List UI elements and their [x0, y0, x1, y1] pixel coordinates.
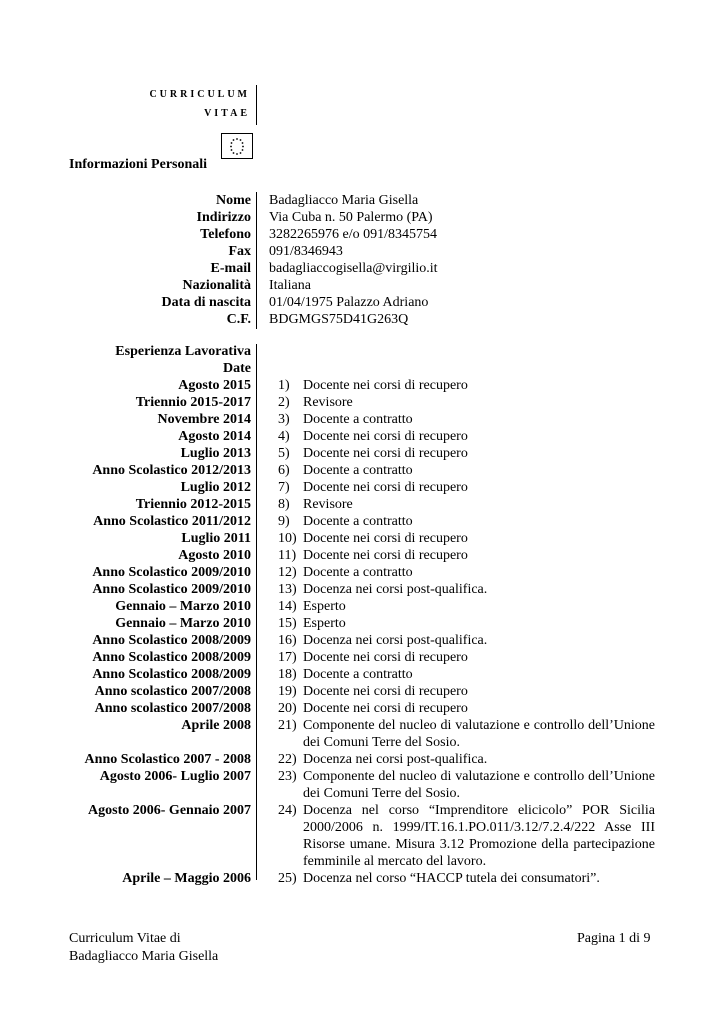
experience-date: Anno Scolastico 2008/2009 [92, 667, 251, 682]
experience-description: Docente a contratto [303, 667, 413, 682]
experience-number: 25) [278, 871, 297, 886]
personal-label: Fax [228, 244, 251, 259]
footer-left [69, 930, 218, 966]
experience-number: 8) [278, 497, 290, 512]
experience-date: Gennaio – Marzo 2010 [115, 616, 251, 631]
experience-description: Docente a contratto [303, 514, 413, 529]
experience-description: Componente del nucleo di valutazione e controllo dell’Unione dei Comuni Terre del Sosio. [303, 769, 655, 801]
experience-date: Triennio 2015-2017 [135, 395, 251, 410]
experience-description: Docente nei corsi di recupero [303, 480, 468, 495]
experience-date: Anno scolastico 2007/2008 [94, 701, 251, 716]
experience-date: Luglio 2013 [180, 446, 251, 461]
personal-value: BDGMGS75D41G263Q [269, 312, 409, 327]
experience-number: 20) [278, 701, 297, 716]
experience-description: Docente a contratto [303, 412, 413, 427]
header-divider [256, 85, 257, 125]
date-header: Date [223, 361, 251, 376]
cv-title-line1: CURRICULUM [149, 89, 250, 100]
experience-date: Agosto 2006- Gennaio 2007 [88, 803, 251, 818]
experience-date: Anno Scolastico 2009/2010 [92, 582, 251, 597]
personal-label: Telefono [200, 227, 251, 242]
experience-number: 11) [278, 548, 297, 563]
experience-date: Anno Scolastico 2007 - 2008 [84, 752, 251, 767]
experience-date: Anno Scolastico 2012/2013 [92, 463, 251, 478]
experience-description: Esperto [303, 616, 346, 631]
personal-label: Nazionalità [182, 278, 251, 293]
experience-number: 16) [278, 633, 297, 648]
experience-description: Revisore [303, 497, 353, 512]
experience-description: Componente del nucleo di valutazione e controllo dell’Unione dei Comuni Terre del Sosio. [303, 718, 655, 750]
experience-number: 24) [278, 803, 297, 818]
experience-date: Gennaio – Marzo 2010 [115, 599, 251, 614]
experience-date: Novembre 2014 [157, 412, 251, 427]
personal-label: Data di nascita [161, 295, 251, 310]
experience-description: Docenza nel corso “HACCP tutela dei consumatori”. [303, 871, 600, 886]
experience-number: 15) [278, 616, 297, 631]
experience-date: Anno Scolastico 2008/2009 [92, 650, 251, 665]
footer-line2: Badagliacco Maria Gisella [69, 949, 219, 964]
personal-label: Nome [216, 193, 251, 208]
personal-label: C.F. [226, 312, 251, 327]
experience-number: 22) [278, 752, 297, 767]
experience-date: Agosto 2014 [178, 429, 251, 444]
experience-description: Docente nei corsi di recupero [303, 701, 468, 716]
experience-description: Docente nei corsi di recupero [303, 531, 468, 546]
experience-description: Docenza nel corso “Imprenditore elicicolo” POR Sicilia 2000/2006 n. 1999/IT.16.1.PO.011/3.12/7.2.4/222 Asse III Risorse umane. Misura 3.12 Promozione della partecipazione femminile al mercato del lavoro. [303, 803, 655, 869]
experience-description: Docente nei corsi di recupero [303, 446, 468, 461]
experience-number: 18) [278, 667, 297, 682]
experience-date: Aprile 2008 [181, 718, 251, 733]
experience-number: 23) [278, 769, 297, 784]
personal-value: Via Cuba n. 50 Palermo (PA) [269, 210, 433, 225]
experience-number: 19) [278, 684, 297, 699]
experience-number: 2) [278, 395, 290, 410]
personal-value: 01/04/1975 Palazzo Adriano [269, 295, 429, 310]
experience-description: Docente a contratto [303, 565, 413, 580]
experience-description: Docente nei corsi di recupero [303, 429, 468, 444]
experience-date: Anno scolastico 2007/2008 [94, 684, 251, 699]
experience-number: 21) [278, 718, 297, 733]
experience-number: 6) [278, 463, 290, 478]
personal-label: E-mail [210, 261, 251, 276]
experience-date: Triennio 2012-2015 [135, 497, 251, 512]
experience-number: 14) [278, 599, 297, 614]
experience-date: Anno Scolastico 2009/2010 [92, 565, 251, 580]
experience-description: Docente a contratto [303, 463, 413, 478]
experience-number: 10) [278, 531, 297, 546]
experience-description: Docente nei corsi di recupero [303, 650, 468, 665]
experience-description: Docenza nei corsi post-qualifica. [303, 752, 488, 767]
personal-label: Indirizzo [196, 210, 251, 225]
experience-date: Agosto 2006- Luglio 2007 [99, 769, 251, 784]
personal-value: Badagliacco Maria Gisella [269, 193, 419, 208]
personal-value: 3282265976 e/o 091/8345754 [269, 227, 437, 242]
personal-divider [256, 192, 257, 329]
cv-title-line2: VITAE [204, 108, 250, 119]
experience-description: Docenza nei corsi post-qualifica. [303, 582, 488, 597]
experience-date: Luglio 2011 [181, 531, 251, 546]
experience-description: Docente nei corsi di recupero [303, 684, 468, 699]
experience-date: Anno Scolastico 2011/2012 [93, 514, 251, 529]
experience-number: 17) [278, 650, 297, 665]
experience-number: 12) [278, 565, 297, 580]
experience-number: 13) [278, 582, 297, 597]
footer-line1: Curriculum Vitae di [69, 931, 181, 946]
experience-date: Luglio 2012 [180, 480, 251, 495]
experience-number: 1) [278, 378, 290, 393]
experience-number: 7) [278, 480, 290, 495]
eu-flag-icon [221, 133, 253, 159]
experience-number: 4) [278, 429, 290, 444]
experience-date: Aprile – Maggio 2006 [122, 871, 251, 886]
section-title-experience: Esperienza Lavorativa [115, 344, 251, 359]
experience-number: 3) [278, 412, 290, 427]
experience-number: 9) [278, 514, 290, 529]
experience-description: Docente nei corsi di recupero [303, 548, 468, 563]
experience-description: Revisore [303, 395, 353, 410]
experience-description: Docenza nei corsi post-qualifica. [303, 633, 488, 648]
experience-description: Esperto [303, 599, 346, 614]
experience-date: Anno Scolastico 2008/2009 [92, 633, 251, 648]
personal-value: 091/8346943 [269, 244, 343, 259]
personal-value: Italiana [269, 278, 311, 293]
personal-value: badagliaccogisella@virgilio.it [269, 261, 438, 276]
experience-divider [256, 344, 257, 880]
experience-date: Agosto 2015 [178, 378, 251, 393]
experience-description: Docente nei corsi di recupero [303, 378, 468, 393]
experience-date: Agosto 2010 [178, 548, 251, 563]
section-title-personal: Informazioni Personali [69, 157, 208, 172]
page-number: Pagina 1 di 9 [577, 931, 651, 946]
experience-number: 5) [278, 446, 290, 461]
